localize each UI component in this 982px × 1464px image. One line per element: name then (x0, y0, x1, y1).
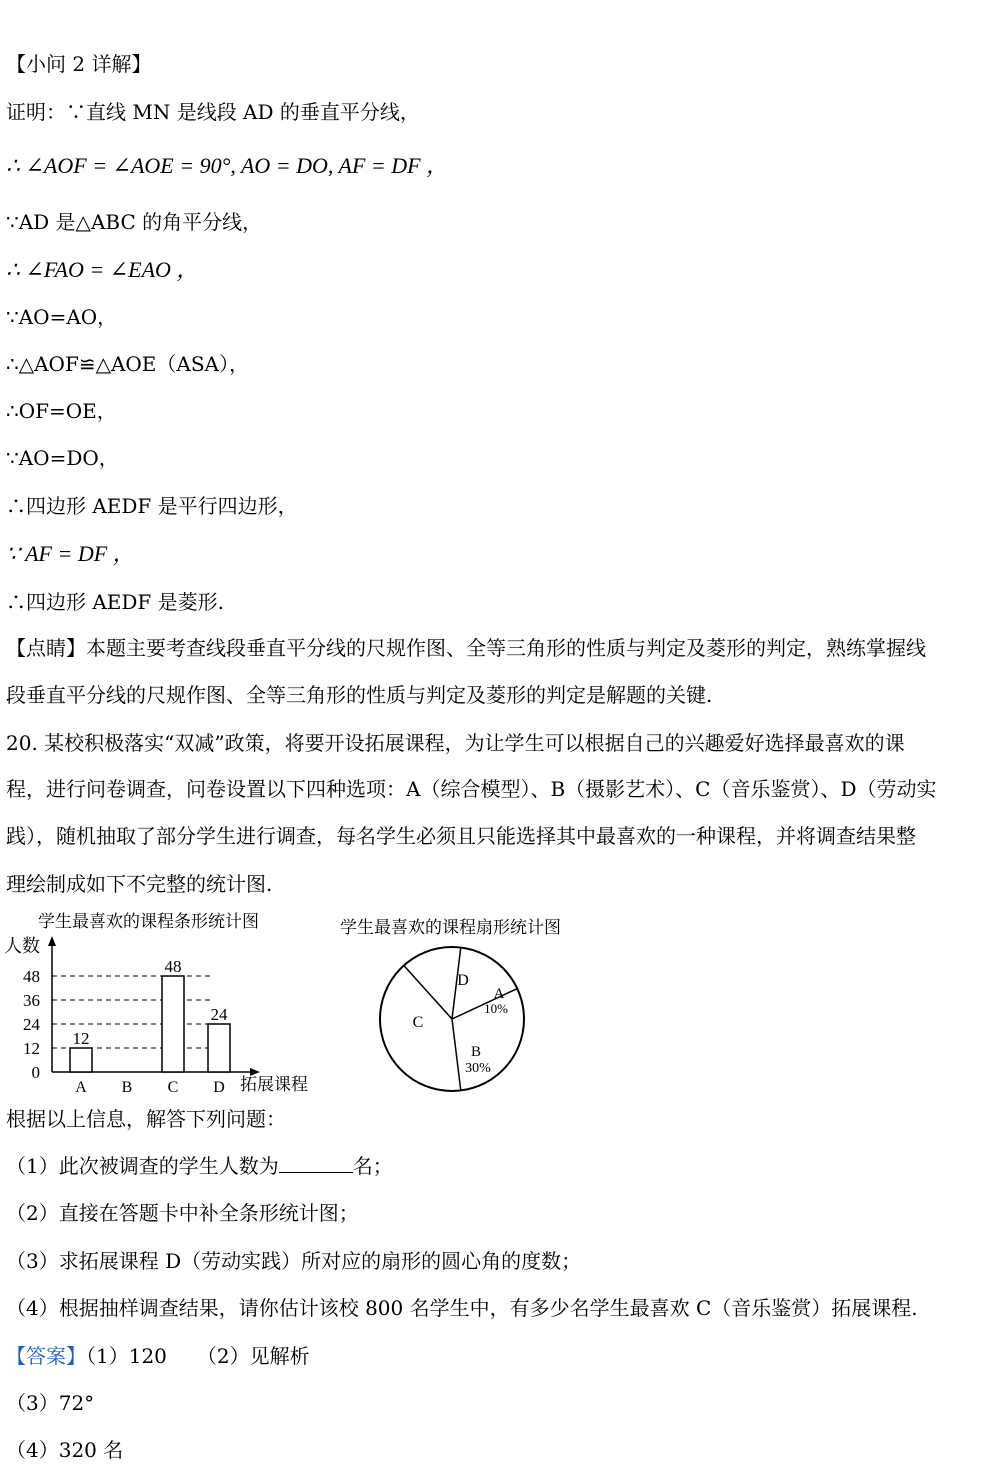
proof-line: ∴OF=OE， (6, 399, 117, 423)
questions-intro: 根据以上信息，解答下列问题： (6, 1107, 286, 1131)
bar-chart (0, 930, 320, 1120)
x-tick-label: A (75, 1079, 87, 1096)
x-tick-label: C (167, 1079, 179, 1096)
problem-line: 践），随机抽取了部分学生进行调查，每名学生必须且只能选择其中最喜欢的一种课程，并将调查结果整 (6, 824, 916, 848)
bar (208, 1024, 230, 1072)
question-1-text: （1）此次被调查的学生人数为 (6, 1154, 279, 1178)
answer-line (6, 1342, 310, 1370)
slice-percent: 10% (484, 1001, 508, 1016)
y-axis-arrow (48, 936, 56, 946)
problem-line: 20. 某校积极落实“双减”政策，将要开设拓展课程，为让学生可以根据自己的兴趣爱好选择最喜欢的课 (6, 731, 905, 755)
x-tick-label: D (213, 1079, 225, 1096)
slice-label: C (412, 1014, 424, 1031)
proof-line: ∴ ∠AOF = ∠AOE = 90°, AO = DO, AF = DF ， (6, 153, 449, 178)
proof-line: ∵AO=DO， (6, 446, 119, 470)
problem-line: 理绘制成如下不完整的统计图. (6, 872, 273, 896)
x-axis-label: 拓展课程 (240, 1075, 308, 1094)
answer-label: 【答案】 (6, 1344, 86, 1368)
problem-line: 程，进行问卷调查，问卷设置以下四种选项：A（综合模型）、B（摄影艺术）、C（音乐鉴赏）、D（劳动实 (6, 777, 937, 801)
section-heading: 【小问 2 详解】 (6, 52, 152, 76)
pie-chart (370, 935, 570, 1115)
bar-value-label: 12 (72, 1029, 90, 1048)
bar (162, 976, 184, 1072)
y-axis-label: 人数 (4, 936, 40, 956)
slice-label: B (470, 1044, 482, 1060)
slice-label: D (457, 972, 469, 989)
proof-line: ∴△AOF≌△AOE（ASA）， (6, 352, 249, 376)
x-tick-label: B (121, 1079, 133, 1096)
proof-line: ∴ ∠FAO = ∠EAO ， (6, 257, 199, 282)
question-1-unit: 名； (352, 1154, 393, 1178)
answer-blank (279, 1154, 353, 1173)
y-tick-label: 12 (23, 1039, 40, 1058)
comment-line: 【点睛】本题主要考查线段垂直平分线的尺规作图、全等三角形的性质与判定及菱形的判定，熟练掌握线 (6, 636, 926, 660)
answer-line: （3）72° (6, 1391, 95, 1415)
bar-chart-title: 学生最喜欢的课程条形统计图 (38, 912, 259, 932)
slice-label: A (493, 986, 505, 1002)
proof-line: ∵ AF = DF ， (6, 541, 135, 566)
answer-text: （1）120 （2）见解析 (86, 1344, 310, 1368)
question-3: （3）求拓展课程 D（劳动实践）所对应的扇形的圆心角的度数； (6, 1249, 582, 1273)
y-tick-label: 48 (23, 967, 40, 986)
y-tick-label: 36 (23, 991, 40, 1010)
y-tick-label: 24 (23, 1015, 40, 1034)
proof-line: 证明：∵直线 MN 是线段 AD 的垂直平分线， (6, 100, 420, 124)
question-4: （4）根据抽样调查结果，请你估计该校 800 名学生中，有多少名学生最喜欢 C（音乐鉴赏）拓展课程. (6, 1296, 918, 1320)
question-1 (6, 1152, 393, 1180)
bar-value-label: 24 (210, 1005, 228, 1024)
comment-line: 段垂直平分线的尺规作图、全等三角形的性质与判定及菱形的判定是解题的关键. (6, 683, 713, 707)
answer-line: （4）320 名 (6, 1438, 124, 1462)
proof-line: ∴四边形 AEDF 是平行四边形， (6, 494, 298, 518)
y-tick-label: 0 (31, 1063, 40, 1082)
bar (70, 1048, 92, 1072)
bar-value-label: 48 (164, 957, 182, 976)
proof-line: ∵AO=AO， (6, 305, 118, 329)
proof-line: ∴四边形 AEDF 是菱形. (6, 590, 225, 614)
question-2: （2）直接在答题卡中补全条形统计图； (6, 1201, 359, 1225)
pie-chart-title: 学生最喜欢的课程扇形统计图 (340, 918, 561, 938)
slice-percent: 30% (465, 1061, 491, 1076)
proof-line: ∵AD 是△ABC 的角平分线， (6, 210, 263, 234)
